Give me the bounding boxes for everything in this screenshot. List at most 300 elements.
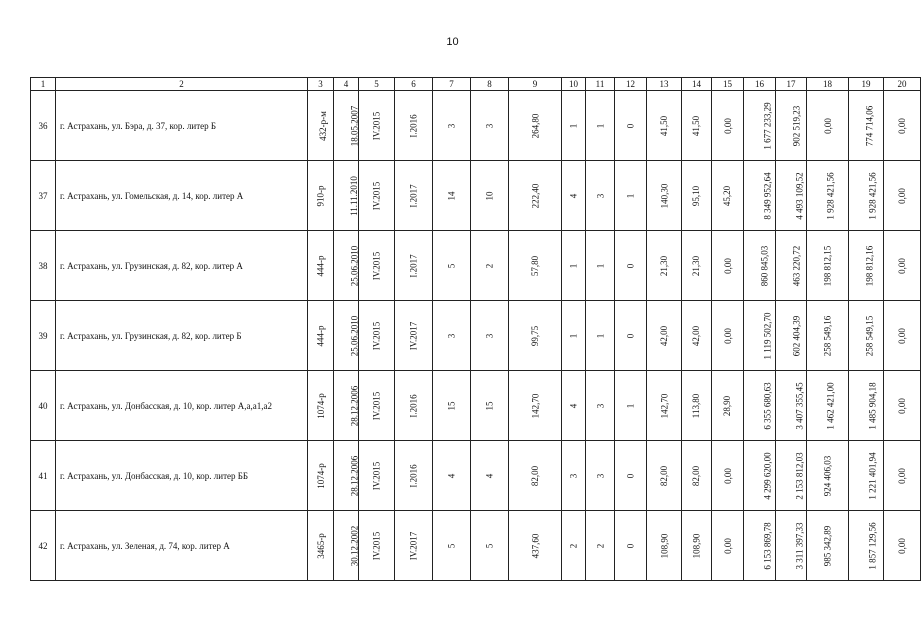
cell-text: 3 407 355,45 bbox=[794, 381, 805, 430]
value-cell bbox=[359, 91, 395, 161]
value-cell bbox=[849, 371, 884, 441]
value-cell bbox=[471, 371, 509, 441]
header-cell: 2 bbox=[56, 78, 308, 91]
row-number-cell bbox=[31, 441, 56, 511]
cell-text: IV.2015 bbox=[371, 531, 382, 560]
value-cell bbox=[615, 231, 647, 301]
value-cell bbox=[744, 511, 776, 581]
value-cell bbox=[807, 301, 849, 371]
value-cell bbox=[682, 231, 712, 301]
value-cell bbox=[647, 511, 682, 581]
cell-text: 774 714,06 bbox=[864, 105, 875, 146]
cell-text: IV.2015 bbox=[371, 181, 382, 210]
cell-text: 1 bbox=[568, 123, 579, 128]
cell-text: 0,00 bbox=[897, 257, 907, 274]
cell-text: 3 bbox=[484, 333, 495, 338]
value-cell bbox=[586, 301, 615, 371]
value-cell bbox=[776, 511, 807, 581]
cell-text: 142,70 bbox=[530, 393, 540, 418]
cell-text: 42,00 bbox=[691, 325, 702, 346]
value-cell bbox=[744, 91, 776, 161]
cell-text: 36 bbox=[38, 120, 48, 131]
cell-text: г. Астрахань, ул. Грузинская, д. 82, кор. литер Б bbox=[60, 330, 242, 341]
value-cell bbox=[744, 301, 776, 371]
value-cell bbox=[586, 231, 615, 301]
cell-text: 45,20 bbox=[722, 185, 733, 206]
cell-text: 444-р bbox=[315, 255, 326, 276]
cell-text: IV.2015 bbox=[371, 111, 382, 140]
value-cell bbox=[471, 511, 509, 581]
cell-text: 28,90 bbox=[722, 395, 733, 416]
cell-text: 140,30 bbox=[659, 183, 669, 208]
value-cell bbox=[807, 371, 849, 441]
cell-text: 3465-р bbox=[315, 532, 326, 559]
cell-text: 5 bbox=[484, 543, 495, 548]
table-row bbox=[31, 301, 921, 371]
cell-text: 0,00 bbox=[722, 257, 733, 274]
value-cell bbox=[647, 301, 682, 371]
register-table bbox=[30, 77, 921, 581]
value-cell bbox=[586, 161, 615, 231]
cell-text: 0 bbox=[625, 473, 636, 478]
value-cell bbox=[359, 441, 395, 511]
value-cell bbox=[712, 161, 744, 231]
cell-text: 924 406,03 bbox=[822, 455, 833, 496]
cell-text: 198 812,15 bbox=[822, 245, 833, 286]
table-header-row bbox=[31, 78, 921, 91]
cell-text: 0,00 bbox=[897, 467, 907, 484]
value-cell bbox=[433, 161, 471, 231]
header-cell: 5 bbox=[359, 78, 395, 91]
cell-text: 258 549,15 bbox=[864, 315, 875, 356]
value-cell bbox=[433, 371, 471, 441]
cell-text: 5 bbox=[446, 263, 457, 268]
header-cell: 7 bbox=[433, 78, 471, 91]
cell-text: 0,00 bbox=[722, 467, 733, 484]
value-cell bbox=[776, 91, 807, 161]
value-cell bbox=[744, 231, 776, 301]
value-cell bbox=[359, 371, 395, 441]
cell-text: 985 342,89 bbox=[822, 525, 833, 566]
value-cell bbox=[471, 91, 509, 161]
value-cell bbox=[884, 231, 921, 301]
cell-text: г. Астрахань, ул. Бэра, д. 37, кор. литер Б bbox=[60, 120, 217, 131]
table-row bbox=[31, 231, 921, 301]
cell-text: 3 311 397,33 bbox=[794, 522, 805, 569]
cell-text: 82,00 bbox=[691, 465, 702, 486]
cell-text: 0 bbox=[625, 263, 636, 268]
value-cell bbox=[712, 511, 744, 581]
value-cell bbox=[615, 441, 647, 511]
cell-text: I.2016 bbox=[408, 463, 419, 488]
address-cell bbox=[56, 91, 308, 161]
value-cell bbox=[615, 161, 647, 231]
cell-text: 437,60 bbox=[530, 533, 540, 558]
value-cell bbox=[849, 301, 884, 371]
cell-text: 1 462 421,00 bbox=[825, 381, 836, 430]
cell-text: 10 bbox=[484, 191, 495, 200]
value-cell bbox=[334, 371, 359, 441]
value-cell bbox=[682, 161, 712, 231]
cell-text: 6 355 680,63 bbox=[762, 381, 773, 430]
value-cell bbox=[647, 371, 682, 441]
value-cell bbox=[509, 231, 562, 301]
value-cell bbox=[433, 511, 471, 581]
value-cell bbox=[586, 371, 615, 441]
page-number: 10 bbox=[446, 36, 459, 48]
cell-text: IV.2015 bbox=[371, 251, 382, 280]
cell-text: г. Астрахань, ул. Гомельская, д. 14, кор. литер А bbox=[60, 190, 244, 201]
cell-text: г. Астрахань, ул. Зеленая, д. 74, кор. литер А bbox=[60, 540, 230, 551]
cell-text: 1074-р bbox=[315, 462, 326, 489]
cell-text: 444-р bbox=[315, 325, 326, 346]
cell-text: 0,00 bbox=[822, 117, 833, 134]
cell-text: 4 493 109,52 bbox=[794, 171, 805, 220]
cell-text: IV.2017 bbox=[408, 321, 419, 350]
cell-text: 258 549,16 bbox=[822, 315, 833, 356]
cell-text: 57,80 bbox=[530, 255, 540, 276]
header-cell: 4 bbox=[334, 78, 359, 91]
row-number-cell bbox=[31, 371, 56, 441]
value-cell bbox=[562, 161, 586, 231]
cell-text: 4 bbox=[446, 473, 457, 478]
cell-text: 1 bbox=[595, 263, 605, 268]
value-cell bbox=[586, 511, 615, 581]
cell-text: 0,00 bbox=[722, 537, 733, 554]
value-cell bbox=[395, 161, 433, 231]
value-cell bbox=[334, 301, 359, 371]
cell-text: 30.12.2002 bbox=[349, 525, 360, 566]
value-cell bbox=[776, 301, 807, 371]
table-row bbox=[31, 511, 921, 581]
cell-text: г. Астрахань, ул. Донбасская, д. 10, кор. литер А,а,а1,а2 bbox=[60, 400, 272, 411]
cell-text: 1 677 233,29 bbox=[762, 101, 773, 150]
value-cell bbox=[308, 91, 334, 161]
cell-text: 1 bbox=[568, 263, 579, 268]
value-cell bbox=[395, 91, 433, 161]
value-cell bbox=[615, 301, 647, 371]
cell-text: 15 bbox=[484, 401, 495, 410]
cell-text: 0 bbox=[625, 543, 636, 548]
value-cell bbox=[509, 301, 562, 371]
cell-text: 198 812,16 bbox=[864, 245, 875, 286]
value-cell bbox=[471, 441, 509, 511]
header-cell: 12 bbox=[615, 78, 647, 91]
value-cell bbox=[509, 511, 562, 581]
cell-text: 1 bbox=[625, 403, 636, 408]
cell-text: I.2017 bbox=[408, 183, 419, 208]
value-cell bbox=[562, 91, 586, 161]
header-cell: 13 bbox=[647, 78, 682, 91]
header-cell: 20 bbox=[884, 78, 921, 91]
cell-text: 42,00 bbox=[659, 325, 669, 346]
cell-text: 41,50 bbox=[691, 115, 702, 136]
cell-text: 41,50 bbox=[659, 115, 669, 136]
value-cell bbox=[308, 301, 334, 371]
header-cell: 11 bbox=[586, 78, 615, 91]
cell-text: 14 bbox=[446, 191, 457, 200]
cell-text: 4 bbox=[484, 473, 495, 478]
row-number-cell bbox=[31, 231, 56, 301]
value-cell bbox=[884, 511, 921, 581]
value-cell bbox=[433, 91, 471, 161]
cell-text: 1 928 421,56 bbox=[867, 171, 878, 220]
value-cell bbox=[849, 91, 884, 161]
header-cell: 19 bbox=[849, 78, 884, 91]
cell-text: 39 bbox=[38, 330, 48, 341]
header-cell: 8 bbox=[471, 78, 509, 91]
cell-text: 2 bbox=[484, 263, 495, 268]
cell-text: 3 bbox=[595, 193, 605, 198]
value-cell bbox=[359, 511, 395, 581]
value-cell bbox=[682, 441, 712, 511]
cell-text: 3 bbox=[595, 403, 605, 408]
cell-text: 1 bbox=[568, 333, 579, 338]
value-cell bbox=[334, 231, 359, 301]
cell-text: 860 845,03 bbox=[759, 245, 770, 286]
cell-text: 1 857 129,56 bbox=[867, 521, 878, 570]
cell-text: 1 221 401,94 bbox=[867, 451, 878, 500]
cell-text: 21,30 bbox=[659, 255, 669, 276]
cell-text: 28.12.2006 bbox=[349, 385, 360, 426]
header-cell: 9 bbox=[509, 78, 562, 91]
cell-text: 108,90 bbox=[691, 533, 702, 558]
cell-text: 432-р-м bbox=[317, 110, 328, 141]
cell-text: 18.05.2007 bbox=[349, 105, 360, 146]
cell-text: 28.12.2006 bbox=[349, 455, 360, 496]
cell-text: 38 bbox=[38, 260, 48, 271]
row-number-cell bbox=[31, 301, 56, 371]
address-cell bbox=[56, 371, 308, 441]
cell-text: 264,80 bbox=[530, 113, 540, 138]
cell-text: 3 bbox=[446, 123, 457, 128]
cell-text: 11.11.2010 bbox=[348, 175, 359, 216]
cell-text: 25.06.2010 bbox=[349, 315, 360, 356]
value-cell bbox=[776, 441, 807, 511]
cell-text: 0,00 bbox=[722, 327, 733, 344]
value-cell bbox=[647, 161, 682, 231]
cell-text: 21,30 bbox=[691, 255, 702, 276]
cell-text: 0,00 bbox=[897, 187, 907, 204]
cell-text: 0 bbox=[625, 333, 636, 338]
cell-text: 222,40 bbox=[530, 183, 540, 208]
cell-text: 4 bbox=[568, 193, 579, 198]
cell-text: 2 153 812,03 bbox=[794, 451, 805, 500]
value-cell bbox=[615, 371, 647, 441]
value-cell bbox=[433, 441, 471, 511]
value-cell bbox=[849, 231, 884, 301]
header-cell: 18 bbox=[807, 78, 849, 91]
cell-text: 0,00 bbox=[897, 397, 907, 414]
address-cell bbox=[56, 441, 308, 511]
cell-text: I.2016 bbox=[408, 393, 419, 418]
value-cell bbox=[308, 161, 334, 231]
address-cell bbox=[56, 301, 308, 371]
cell-text: 82,00 bbox=[659, 465, 669, 486]
table-row bbox=[31, 371, 921, 441]
value-cell bbox=[586, 91, 615, 161]
value-cell bbox=[562, 511, 586, 581]
value-cell bbox=[334, 161, 359, 231]
cell-text: 99,75 bbox=[530, 325, 540, 346]
value-cell bbox=[308, 371, 334, 441]
value-cell bbox=[395, 441, 433, 511]
value-cell bbox=[562, 371, 586, 441]
row-number-cell bbox=[31, 91, 56, 161]
cell-text: IV.2015 bbox=[371, 321, 382, 350]
value-cell bbox=[471, 231, 509, 301]
value-cell bbox=[471, 161, 509, 231]
cell-text: 3 bbox=[568, 473, 579, 478]
value-cell bbox=[884, 371, 921, 441]
value-cell bbox=[471, 301, 509, 371]
value-cell bbox=[433, 301, 471, 371]
value-cell bbox=[849, 161, 884, 231]
value-cell bbox=[334, 91, 359, 161]
value-cell bbox=[807, 91, 849, 161]
value-cell bbox=[712, 301, 744, 371]
table-row bbox=[31, 441, 921, 511]
value-cell bbox=[712, 231, 744, 301]
value-cell bbox=[776, 371, 807, 441]
value-cell bbox=[647, 231, 682, 301]
cell-text: 4 bbox=[568, 403, 579, 408]
cell-text: 3 bbox=[446, 333, 457, 338]
value-cell bbox=[509, 91, 562, 161]
value-cell bbox=[359, 301, 395, 371]
cell-text: 82,00 bbox=[530, 465, 540, 486]
value-cell bbox=[807, 231, 849, 301]
cell-text: IV.2015 bbox=[371, 391, 382, 420]
address-cell bbox=[56, 161, 308, 231]
value-cell bbox=[395, 371, 433, 441]
table-row bbox=[31, 161, 921, 231]
cell-text: 3 bbox=[595, 473, 605, 478]
value-cell bbox=[744, 161, 776, 231]
cell-text: 1 485 904,18 bbox=[867, 381, 878, 430]
cell-text: 1 bbox=[595, 333, 605, 338]
cell-text: 142,70 bbox=[659, 393, 669, 418]
value-cell bbox=[359, 231, 395, 301]
value-cell bbox=[334, 511, 359, 581]
cell-text: I.2016 bbox=[408, 113, 419, 138]
cell-text: 1 119 502,70 bbox=[762, 312, 773, 359]
value-cell bbox=[615, 511, 647, 581]
cell-text: IV.2017 bbox=[408, 531, 419, 560]
cell-text: 4 299 620,00 bbox=[762, 451, 773, 500]
cell-text: 108,90 bbox=[659, 533, 669, 558]
value-cell bbox=[682, 371, 712, 441]
value-cell bbox=[562, 441, 586, 511]
cell-text: 1 bbox=[595, 123, 605, 128]
value-cell bbox=[807, 511, 849, 581]
cell-text: 1 bbox=[625, 193, 636, 198]
value-cell bbox=[359, 161, 395, 231]
value-cell bbox=[884, 301, 921, 371]
cell-text: 41 bbox=[38, 470, 48, 481]
value-cell bbox=[712, 371, 744, 441]
value-cell bbox=[308, 231, 334, 301]
cell-text: г. Астрахань, ул. Грузинская, д. 82, кор. литер А bbox=[60, 260, 243, 271]
cell-text: 8 349 952,64 bbox=[762, 171, 773, 220]
value-cell bbox=[849, 441, 884, 511]
cell-text: 3 bbox=[484, 123, 495, 128]
cell-text: 6 153 869,78 bbox=[762, 521, 773, 570]
header-cell: 3 bbox=[308, 78, 334, 91]
value-cell bbox=[395, 511, 433, 581]
cell-text: 910-р bbox=[315, 185, 326, 206]
header-cell: 6 bbox=[395, 78, 433, 91]
value-cell bbox=[884, 91, 921, 161]
value-cell bbox=[647, 441, 682, 511]
value-cell bbox=[807, 441, 849, 511]
cell-text: г. Астрахань, ул. Донбасская, д. 10, кор. литер ББ bbox=[60, 470, 249, 481]
cell-text: 40 bbox=[38, 400, 48, 411]
value-cell bbox=[395, 301, 433, 371]
cell-text: 113,80 bbox=[691, 393, 702, 418]
value-cell bbox=[712, 441, 744, 511]
value-cell bbox=[884, 441, 921, 511]
header-cell: 14 bbox=[682, 78, 712, 91]
table-body bbox=[31, 91, 921, 581]
value-cell bbox=[334, 441, 359, 511]
cell-text: 902 519,23 bbox=[791, 105, 802, 146]
cell-text: 0,00 bbox=[722, 117, 733, 134]
header-cell: 15 bbox=[712, 78, 744, 91]
value-cell bbox=[776, 231, 807, 301]
header-cell: 10 bbox=[562, 78, 586, 91]
value-cell bbox=[433, 231, 471, 301]
value-cell bbox=[884, 161, 921, 231]
row-number-cell bbox=[31, 161, 56, 231]
cell-text: 2 bbox=[595, 543, 605, 548]
value-cell bbox=[509, 441, 562, 511]
value-cell bbox=[395, 231, 433, 301]
table-row bbox=[31, 91, 921, 161]
cell-text: 0,00 bbox=[897, 117, 907, 134]
value-cell bbox=[807, 161, 849, 231]
value-cell bbox=[615, 91, 647, 161]
value-cell bbox=[647, 91, 682, 161]
address-cell bbox=[56, 231, 308, 301]
value-cell bbox=[562, 301, 586, 371]
cell-text: 602 404,39 bbox=[791, 315, 802, 356]
value-cell bbox=[562, 231, 586, 301]
cell-text: IV.2015 bbox=[371, 461, 382, 490]
header-cell: 17 bbox=[776, 78, 807, 91]
cell-text: 463 220,72 bbox=[791, 245, 802, 286]
value-cell bbox=[509, 161, 562, 231]
address-cell bbox=[56, 511, 308, 581]
value-cell bbox=[308, 441, 334, 511]
value-cell bbox=[744, 441, 776, 511]
value-cell bbox=[586, 441, 615, 511]
cell-text: 95,10 bbox=[691, 185, 702, 206]
row-number-cell bbox=[31, 511, 56, 581]
cell-text: 2 bbox=[568, 543, 579, 548]
cell-text: 1 928 421,56 bbox=[825, 171, 836, 220]
cell-text: 25.06.2010 bbox=[349, 245, 360, 286]
value-cell bbox=[308, 511, 334, 581]
cell-text: I.2017 bbox=[408, 253, 419, 278]
cell-text: 42 bbox=[38, 540, 48, 551]
value-cell bbox=[776, 161, 807, 231]
cell-text: 0,00 bbox=[897, 537, 907, 554]
value-cell bbox=[509, 371, 562, 441]
cell-text: 5 bbox=[446, 543, 457, 548]
header-cell: 16 bbox=[744, 78, 776, 91]
value-cell bbox=[744, 371, 776, 441]
